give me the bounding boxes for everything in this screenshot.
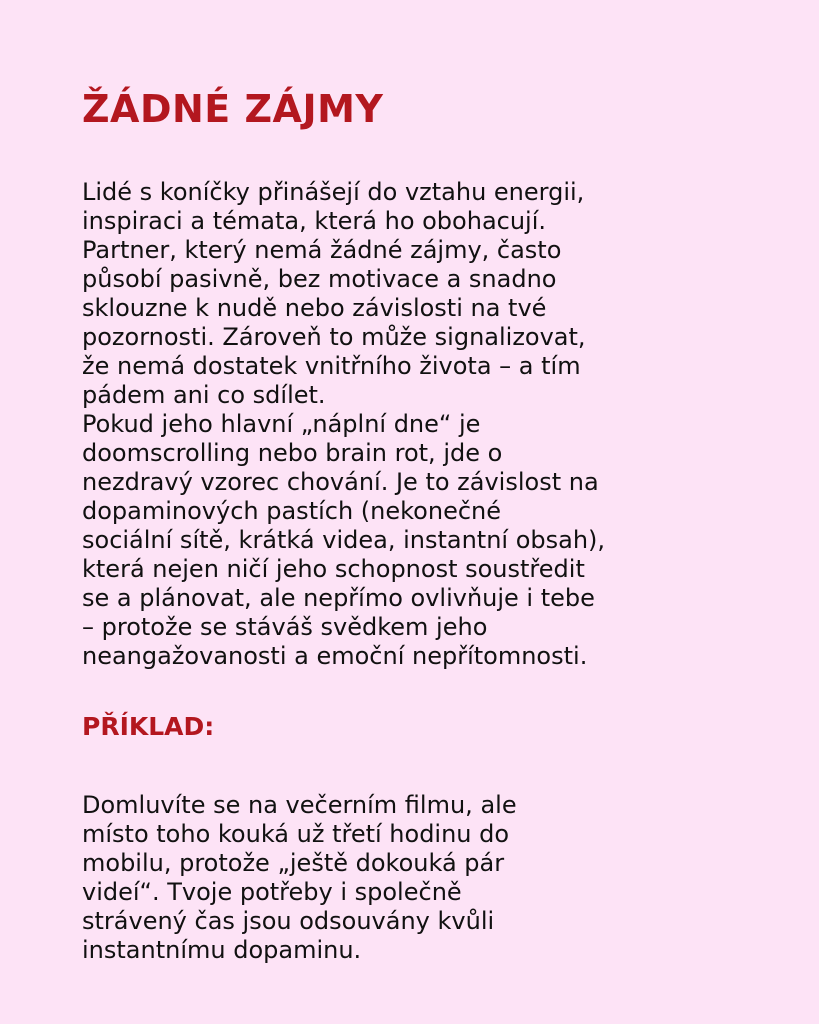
paragraph-line: Domluvíte se na večerním filmu, ale xyxy=(82,791,517,819)
paragraph-line: Lidé s koníčky přinášejí do vztahu energii, xyxy=(82,178,585,206)
paragraph-line: se a plánovat, ale nepřímo ovlivňuje i tebe xyxy=(82,584,595,612)
detail-paragraph xyxy=(82,410,742,671)
paragraph-line: pozornosti. Zároveň to může signalizovat, xyxy=(82,323,586,351)
paragraph-line: Pokud jeho hlavní „náplní dne“ je xyxy=(82,410,481,438)
example-heading: PŘÍKLAD: xyxy=(82,712,215,741)
paragraph-line: neangažovanosti a emoční nepřítomnosti. xyxy=(82,642,588,670)
paragraph-line: inspiraci a témata, která ho obohacují. xyxy=(82,207,547,235)
paragraph-line: místo toho kouká už třetí hodinu do xyxy=(82,820,510,848)
paragraph-line: působí pasivně, bez motivace a snadno xyxy=(82,265,557,293)
example-paragraph xyxy=(82,791,742,965)
paragraph-line: doomscrolling nebo brain rot, jde o xyxy=(82,439,503,467)
paragraph-line: – protože se stáváš svědkem jeho xyxy=(82,613,488,641)
paragraph-line: Partner, který nemá žádné zájmy, často xyxy=(82,236,562,264)
paragraph-line: že nemá dostatek vnitřního života – a tím xyxy=(82,352,581,380)
paragraph-line: instantnímu dopaminu. xyxy=(82,936,362,964)
page-title: ŽÁDNÉ ZÁJMY xyxy=(82,87,384,131)
paragraph-line: dopaminových pastích (nekonečné xyxy=(82,497,502,525)
intro-paragraph xyxy=(82,178,742,410)
paragraph-line: nezdravý vzorec chování. Je to závislost na xyxy=(82,468,599,496)
paragraph-line: sociální sítě, krátká videa, instantní obsah), xyxy=(82,526,606,554)
paragraph-line: mobilu, protože „ještě dokouká pár xyxy=(82,849,505,877)
paragraph-line: pádem ani co sdílet. xyxy=(82,381,326,409)
paragraph-line: videí“. Tvoje potřeby i společně xyxy=(82,878,462,906)
paragraph-line: sklouzne k nudě nebo závislosti na tvé xyxy=(82,294,547,322)
paragraph-line: která nejen ničí jeho schopnost soustředit xyxy=(82,555,585,583)
paragraph-line: strávený čas jsou odsouvány kvůli xyxy=(82,907,495,935)
